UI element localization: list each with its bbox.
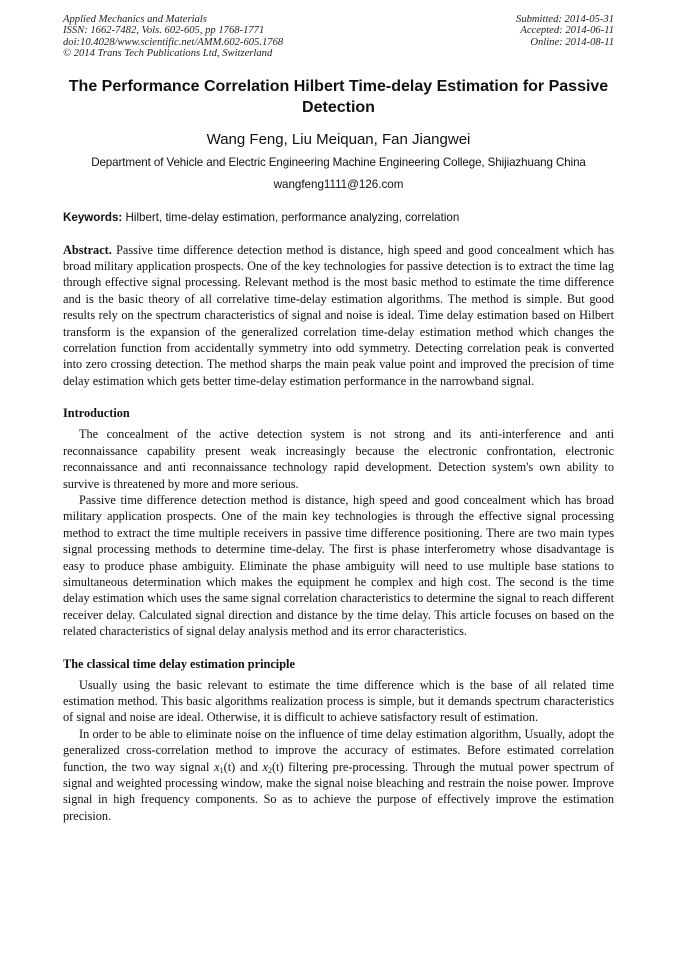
- paper-affiliation: Department of Vehicle and Electric Engineering Machine Engineering College, Shijiazhuang China: [91, 155, 586, 169]
- keywords-label: Keywords:: [63, 210, 123, 224]
- journal-header: [63, 14, 614, 60]
- section-heading-introduction: Introduction: [63, 406, 130, 421]
- signal-x1-sub: 1: [219, 765, 224, 775]
- accepted-date: Accepted: 2014-06-11: [520, 25, 614, 37]
- publication-info: [63, 14, 283, 60]
- classical-paragraph-2: [63, 726, 614, 824]
- signal-x2-sub: 2: [267, 765, 272, 775]
- section-heading-classical-principle: The classical time delay estimation principle: [63, 656, 295, 671]
- classical-paragraph-1: Usually using the basic relevant to estimate the time difference which is the base of all related time estimation method. This basic algorithms realization process is simple, but it demands spectrum characteristics of signal and noise are ideal. Otherwise, it is difficult to achieve satisfactory result of estimation.: [63, 677, 614, 725]
- abstract-label: Abstract.: [63, 242, 112, 257]
- intro-paragraph-2: Passive time difference detection method is distance, high speed and good concealment which has broad military application prospects. One of the main key technologies is through the effective signal processing method to extract the time multiple receivers in passive time difference positioning. There are two main types signal processing methods to determine time-delay. The first is phase interferometry whose disadvantage is easy to produce phase ambiguity. Eliminate the phase ambiguity will need to use multiple base stations to simultaneous determination which makes the equipment he complex and high cost. The second is the time delay estimation which uses the same signal correlation characteristics to determine the signal to reach different receiver delay. Calculated signal direction and distance by the time delay. This article focuses on based on the related characteristics of signal delay analysis method and its error characteristics.: [63, 492, 614, 639]
- online-date: Online: 2014-08-11: [530, 36, 614, 48]
- doi-link[interactable]: doi:10.4028/www.scientific.net/AMM.602-605.1768: [63, 36, 284, 48]
- paragraph-text: In order to be able to eliminate noise on the influence of time delay estimation algorithm, Usually, adopt the generalized cross-correlation method to improve the accuracy of estimates. Before estimated correlation function, the two way signal: [63, 726, 614, 774]
- copyright-line: © 2014 Trans Tech Publications Ltd, Switzerland: [63, 48, 273, 60]
- submitted-date: Submitted: 2014-05-31: [516, 14, 614, 25]
- abstract-text: Passive time difference detection method is distance, high speed and good concealment which has broad military application prospects. One of the key technologies for passive detection is to extract the time lag through effective signal processing. Relevant method is the most basic method to estimate the time difference and is the basic theory of all correlative time-delay estimation algorithms. The method is simple. But good results rely on the spectrum characteristics of signal and noise is ideal. Time delay estimation based on Hilbert transform is the expansion of the generalized correlation time-delay estimation method which changes the correlation function from accidentally symmetry into odd symmetry. Detecting correlation peak is converted into zero crossing detection. The method sharps the main peak value point and improved the precision of time delay estimation which gets better time-delay estimation performance in the narrowband signal.: [63, 242, 614, 388]
- signal-x1-var: x: [214, 759, 220, 774]
- author-email[interactable]: wangfeng1111@126.com: [273, 177, 404, 191]
- paper-page: [63, 14, 614, 824]
- issn-line: ISSN: 1662-7482, Vols. 602-605, pp 1768-1771: [63, 25, 265, 37]
- publication-dates: [516, 14, 614, 60]
- abstract: [63, 242, 614, 390]
- paper-authors: Wang Feng, Liu Meiquan, Fan Jiangwei: [206, 130, 471, 148]
- paper-title: The Performance Correlation Hilbert Time-delay Estimation for Passive Detection: [68, 77, 609, 116]
- intro-paragraph-1: The concealment of the active detection system is not strong and its anti-interference and anti reconnaissance capability present weak increasingly because the electronic confrontation, electronic reconnaissance and anti reconnaissance technology rapid development. Detection system's own ability to survive is threatened by more and more serious.: [63, 427, 614, 491]
- keywords: [63, 211, 614, 225]
- paragraph-text: (t) and: [223, 759, 263, 774]
- keywords-list: Hilbert, time-delay estimation, performance analyzing, correlation: [125, 210, 460, 224]
- journal-name: Applied Mechanics and Materials: [63, 14, 207, 25]
- paragraph-text: (t) filtering pre-processing. Through the mutual power spectrum of signal and weighted processing window, make the signal noise bleaching and restrain the noise power. Improve signal in high frequency components. So as to achieve the purpose of effectively improve the estimation precision.: [63, 759, 614, 823]
- signal-x2-var: x: [262, 759, 268, 774]
